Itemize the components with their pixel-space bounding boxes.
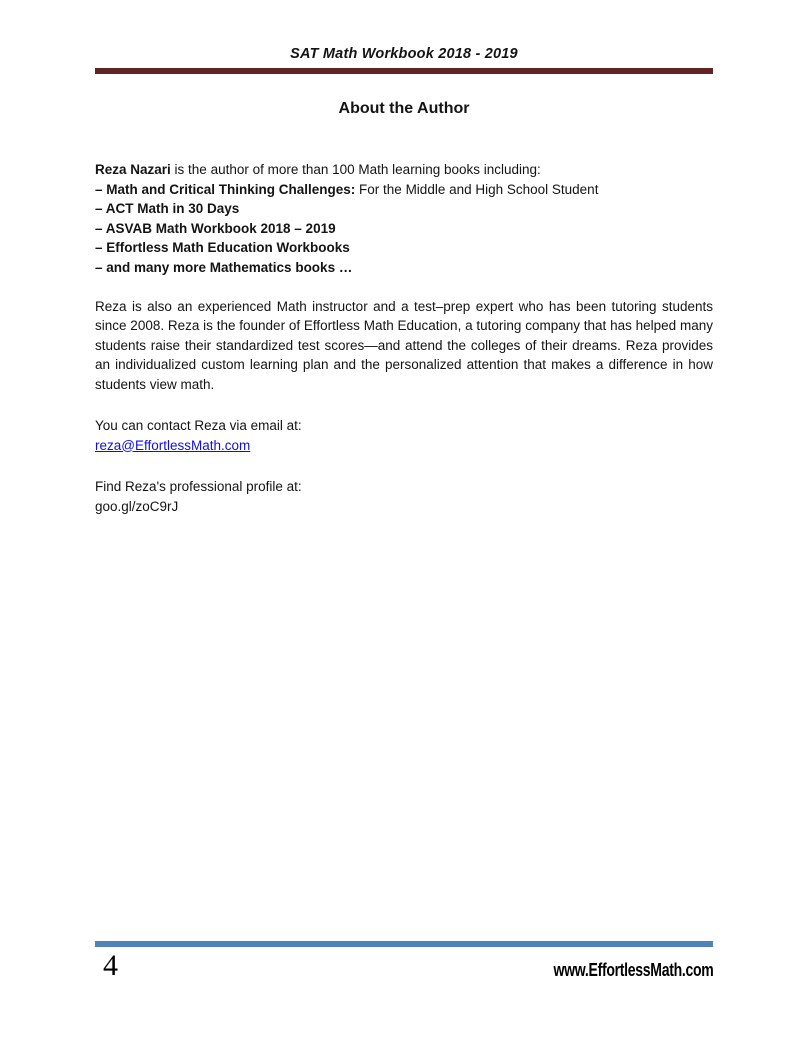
page-number: 4 xyxy=(103,949,118,982)
footer-rule xyxy=(95,941,713,947)
contact-label: You can contact Reza via email at: xyxy=(95,418,302,433)
footer-website: www.EffortlessMath.com xyxy=(553,959,713,980)
page-body xyxy=(95,160,713,516)
list-item xyxy=(95,219,713,239)
book-title: – ASVAB Math Workbook 2018 – 2019 xyxy=(95,220,336,236)
list-item xyxy=(95,258,713,278)
book-title: – ACT Math in 30 Days xyxy=(95,201,240,216)
author-intro-rest: is the author of more than 100 Math learning books including: xyxy=(170,162,541,177)
book-title: – Math and Critical Thinking Challenges: xyxy=(95,181,356,197)
contact-block xyxy=(95,416,713,455)
author-intro-line xyxy=(95,160,713,180)
list-item xyxy=(95,238,713,258)
book-title: – and many more Mathematics books … xyxy=(95,259,353,275)
book-title: – Effortless Math Education Workbooks xyxy=(95,240,350,255)
profile-label: Find Reza's professional profile at: xyxy=(95,479,302,494)
header-rule xyxy=(95,68,713,74)
author-bio-paragraph: Reza is also an experienced Math instructor and a test–prep expert who has been tutoring students since 2008. Reza is the founder of Effortless Math Education, a tutoring company that has helped many students raise their standardized test scores—and attend the colleges of their dreams. Reza provides an individualized custom learning plan and the personalized attention that makes a difference in how students view math. xyxy=(95,298,713,392)
running-header-title: SAT Math Workbook 2018 - 2019 xyxy=(290,46,518,62)
list-item xyxy=(95,180,713,200)
author-name: Reza Nazari xyxy=(95,162,171,177)
list-item xyxy=(95,199,713,219)
profile-block xyxy=(95,477,713,516)
email-link[interactable]: reza@EffortlessMath.com xyxy=(95,437,251,453)
page-title: About the Author xyxy=(338,100,470,117)
profile-url: goo.gl/zoC9rJ xyxy=(95,498,179,514)
book-list xyxy=(95,180,713,278)
book-subtitle: For the Middle and High School Student xyxy=(355,181,599,197)
